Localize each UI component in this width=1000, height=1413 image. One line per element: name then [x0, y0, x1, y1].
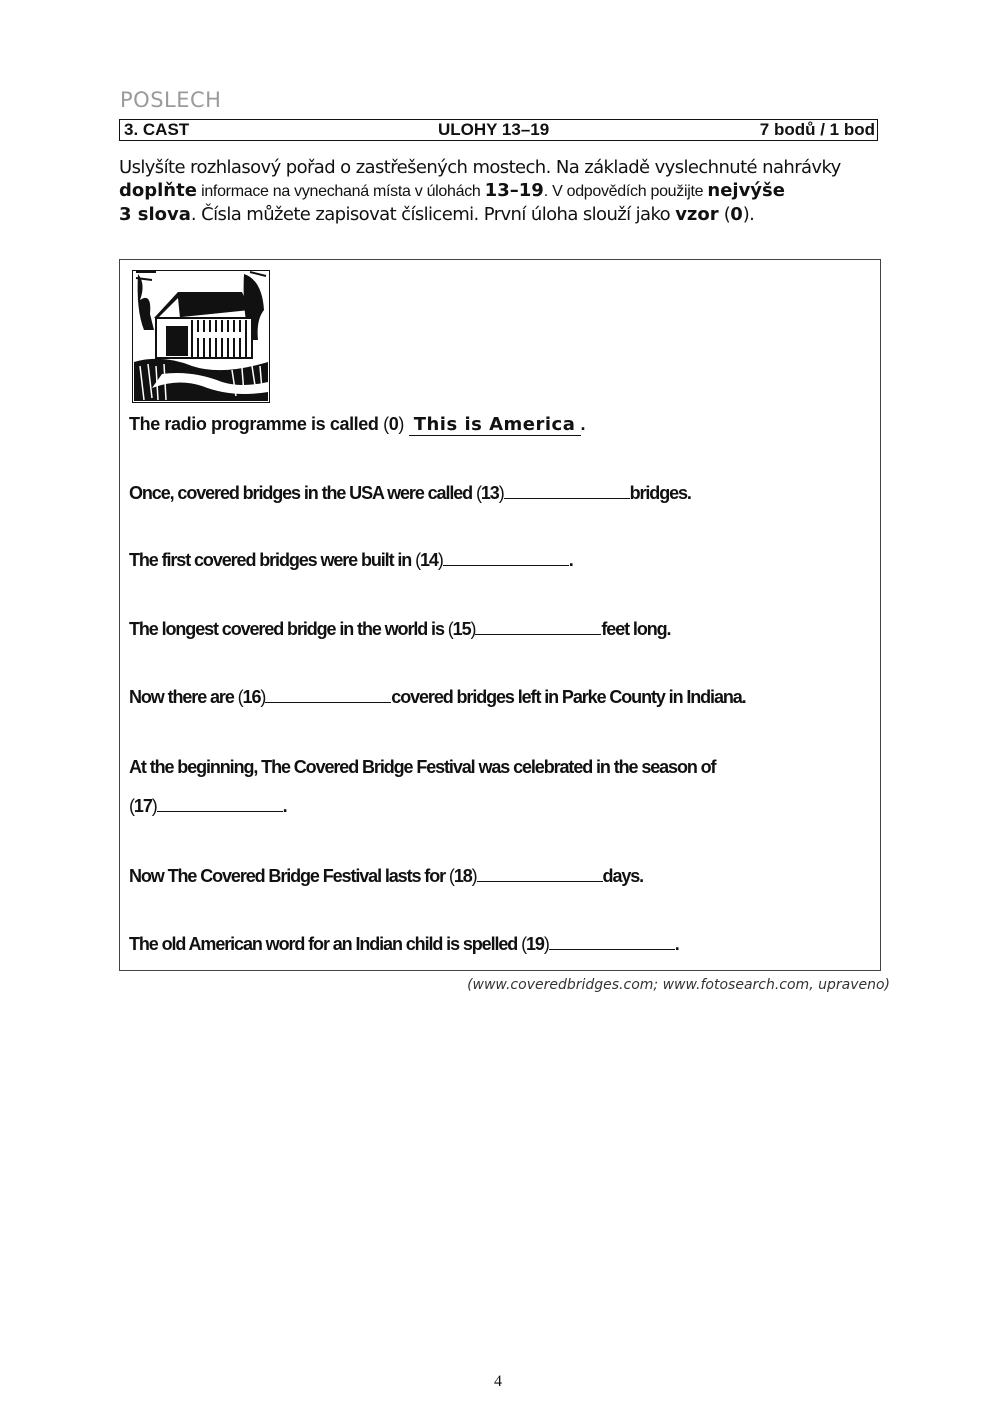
question-17-end: .	[282, 796, 287, 816]
covered-bridge-woodcut-image	[132, 270, 270, 403]
question-19-end: .	[674, 934, 679, 954]
example-answer: This is America	[409, 414, 581, 436]
question-15-end: feet long.	[601, 619, 671, 639]
question-14-end: .	[568, 550, 573, 570]
answer-16-blank[interactable]	[265, 688, 391, 703]
tasks-label: ULOHY 13–19	[438, 120, 550, 139]
question-0-end: .	[580, 414, 586, 434]
question-19: The old American word for an Indian child is spelled (19) .	[129, 934, 679, 954]
answer-14-blank[interactable]	[443, 551, 569, 566]
question-16-text: Now there are	[129, 687, 238, 707]
question-13-number: 13	[480, 483, 499, 503]
question-17-text: At the beginning, The Covered Bridge Festival was celebrated in the season of	[129, 757, 716, 777]
question-16-number: 16	[242, 687, 261, 707]
source-citation: (www.coveredbridges.com; www.fotosearch.com, upraveno)	[467, 977, 890, 993]
instructions-fill-word: doplňte	[119, 180, 197, 201]
question-19-text: The old American word for an Indian child is spelled	[129, 934, 522, 954]
instructions-range: 13–19	[484, 180, 544, 201]
answer-19-blank[interactable]	[549, 935, 675, 950]
question-18-number: 18	[453, 866, 472, 886]
question-13-text: Once, covered bridges in the USA were called	[129, 483, 476, 503]
question-13-end: bridges.	[629, 483, 691, 503]
page-number: 4	[494, 1373, 502, 1390]
answer-17-blank[interactable]	[157, 797, 283, 812]
question-18-end: days.	[602, 866, 644, 886]
question-14-text: The first covered bridges were built in	[129, 550, 416, 570]
question-19-number: 19	[526, 934, 544, 954]
question-16-end: covered bridges left in Parke County in Indiana.	[391, 687, 746, 707]
question-0: The radio programme is called (0) This is America .	[129, 414, 586, 435]
instructions-max-words-b: 3 slova	[119, 204, 191, 225]
question-15-number: 15	[452, 619, 471, 639]
question-15-text: The longest covered bridge in the world is	[129, 619, 448, 639]
instructions-text-a: informace na vynechaná místa v úlohách	[196, 183, 485, 200]
instructions	[119, 156, 879, 226]
points-label: 7 bodů / 1 bod	[759, 120, 875, 139]
instructions-text-d: (	[718, 204, 731, 225]
question-16: Now there are (16) covered bridges left in Parke County in Indiana.	[129, 687, 746, 707]
question-14: The first covered bridges were built in (14) .	[129, 550, 573, 570]
instructions-text-b: . V odpovědích použijte	[543, 183, 708, 200]
question-13: Once, covered bridges in the USA were called (13) bridges.	[129, 483, 691, 503]
question-18-text: Now The Covered Bridge Festival lasts for	[129, 866, 449, 886]
part-label: 3. CAST	[124, 120, 190, 139]
question-15: The longest covered bridge in the world is (15) feet long.	[129, 619, 671, 639]
question-14-number: 14	[419, 550, 438, 570]
answer-13-blank[interactable]	[504, 484, 630, 499]
instructions-text-e: ).	[742, 204, 755, 225]
instructions-max-words-a: nejvýše	[707, 180, 785, 201]
section-title: POSLECH	[120, 88, 222, 112]
instructions-example-word: vzor	[675, 204, 719, 225]
task-header	[119, 119, 878, 141]
question-17-number: 17	[133, 796, 152, 816]
answer-15-blank[interactable]	[475, 620, 601, 635]
instructions-line1: Uslyšíte rozhlasový pořad o zastřešených mostech. Na základě vyslechnuté nahrávky	[119, 157, 841, 178]
instructions-text-c: . Čísla můžete zapisovat číslicemi. První úloha slouží jako	[190, 204, 676, 225]
question-0-text: The radio programme is called	[129, 414, 384, 434]
answer-18-blank[interactable]	[477, 867, 603, 882]
question-0-number: 0	[388, 414, 399, 434]
instructions-example-num: 0	[730, 204, 743, 225]
question-18: Now The Covered Bridge Festival lasts for (18) days.	[129, 866, 644, 886]
question-17: At the beginning, The Covered Bridge Festival was celebrated in the season of (17) .	[129, 757, 716, 816]
